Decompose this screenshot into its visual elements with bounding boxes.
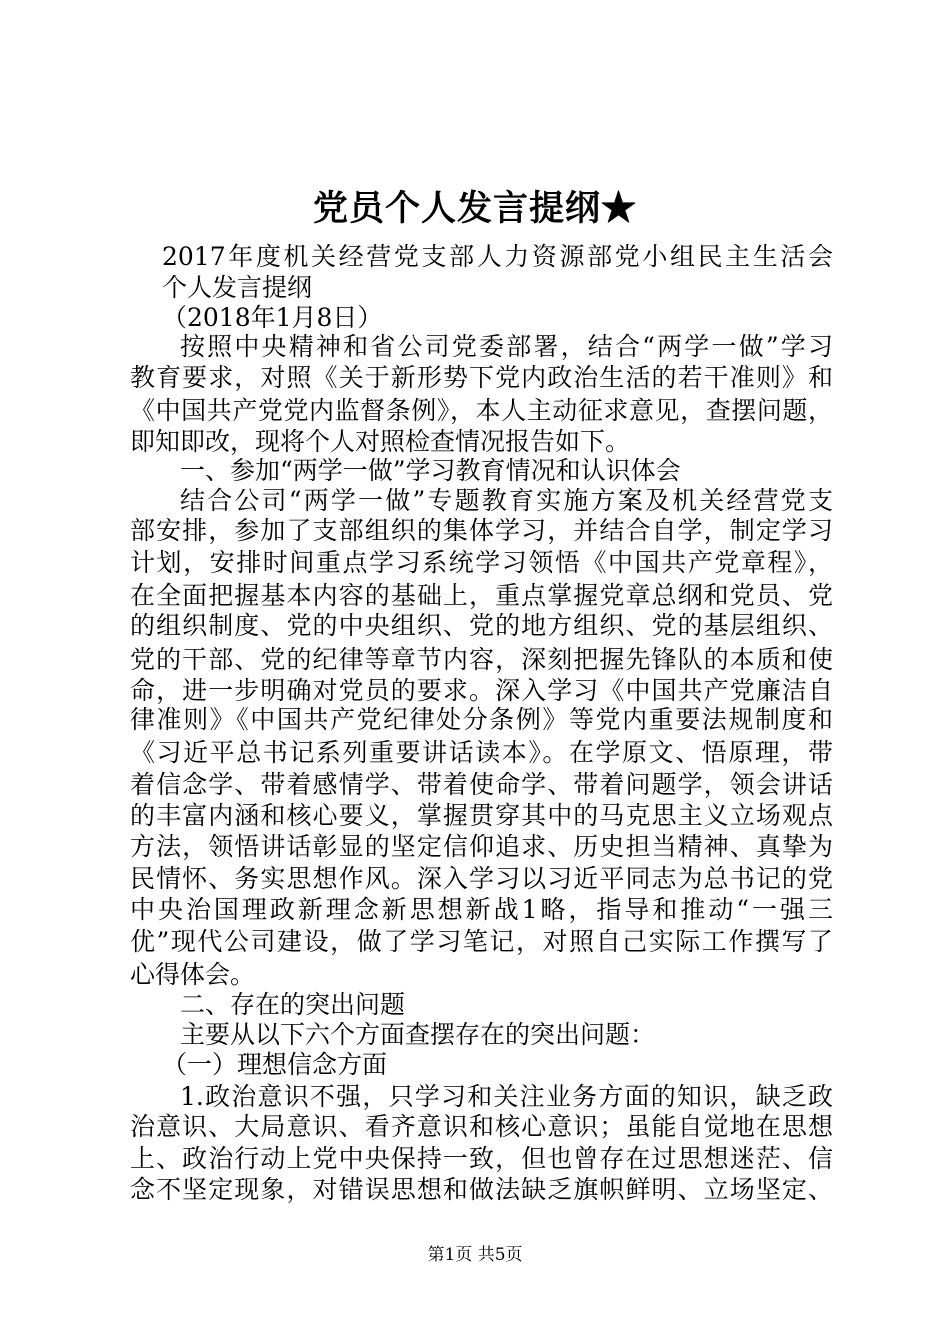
body-line: 治意识、大局意识、看齐意识和核心意识；虽能自觉地在思想 — [130, 1112, 833, 1141]
body-line: 一、参加“两学一做”学习教育情况和认识体会 — [180, 456, 681, 485]
body-line: 律准则》《中国共产党纪律处分条例》等党内重要法规制度和 — [130, 705, 833, 734]
body-line: 中央治国理政新理念新思想新战1略，指导和推动“一强三 — [130, 895, 833, 924]
body-line: 1.政治意识不强，只学习和关注业务方面的知识，缺乏政 — [180, 1082, 833, 1111]
body-line: 二、存在的突出问题 — [180, 990, 406, 1019]
body-line: 结合公司“两学一做”专题教育实施方案及机关经营党支 — [180, 486, 833, 515]
body-line: 方法，领悟讲话彰显的坚定信仰追求、历史担当精神、真挚为 — [130, 832, 833, 861]
body-line: 的丰富内涵和核心要义，掌握贯穿其中的马克思主义立场观点 — [130, 801, 833, 830]
body-line: 党的干部、党的纪律等章节内容，深刻把握先锋队的本质和使 — [130, 645, 833, 674]
body-line: （一）理想信念方面 — [162, 1050, 388, 1079]
page-footer: 第1页 共5页 — [427, 1245, 523, 1265]
body-line: 个人发言提纲 — [162, 273, 313, 302]
body-line: 部安排，参加了支部组织的集体学习，并结合自学，制定学习 — [130, 516, 833, 545]
body-line: 教育要求，对照《关于新形势下党内政治生活的若干准则》和 — [130, 363, 833, 392]
body-line: 的组织制度、党的中央组织、党的地方组织、党的基层组织、 — [130, 611, 833, 640]
body-line: 上、政治行动上党中央保持一致，但也曾存在过思想迷茫、信 — [130, 1144, 833, 1173]
body-line: 即知即改，现将个人对照检查情况报告如下。 — [130, 427, 631, 456]
body-line: 在全面把握基本内容的基础上，重点掌握党章总纲和党员、党 — [130, 581, 833, 610]
document-title: 党员个人发言提纲★ — [312, 188, 637, 229]
body-line: 计划，安排时间重点学习系统学习领悟《中国共产党章程》， — [130, 548, 833, 577]
body-line: 着信念学、带着感情学、带着使命学、带着问题学，领会讲话 — [130, 770, 833, 799]
body-line: 心得体会。 — [130, 960, 256, 989]
body-line: 按照中央精神和省公司党委部署，结合“两学一做”学习 — [180, 332, 833, 361]
body-line: 《习近平总书记系列重要讲话读本》。在学原文、悟原理，带 — [130, 738, 833, 767]
body-line: 《中国共产党党内监督条例》，本人主动征求意见，查摆问题， — [130, 396, 833, 425]
body-line: 民情怀、务实思想作风。深入学习以习近平同志为总书记的党 — [130, 864, 833, 893]
body-line: 念不坚定现象，对错误思想和做法缺乏旗帜鲜明、立场坚定、 — [130, 1175, 833, 1204]
body-line: 优”现代公司建设，做了学习笔记，对照自己实际工作撰写了 — [130, 927, 833, 956]
body-line: （2018年1月8日） — [162, 303, 383, 332]
body-line: 命，进一步明确对党员的要求。深入学习《中国共产党廉洁自 — [130, 676, 833, 705]
body-line: 2017年度机关经营党支部人力资源部党小组民主生活会 — [162, 242, 833, 271]
body-line: 主要从以下六个方面查摆存在的突出问题： — [180, 1020, 656, 1049]
